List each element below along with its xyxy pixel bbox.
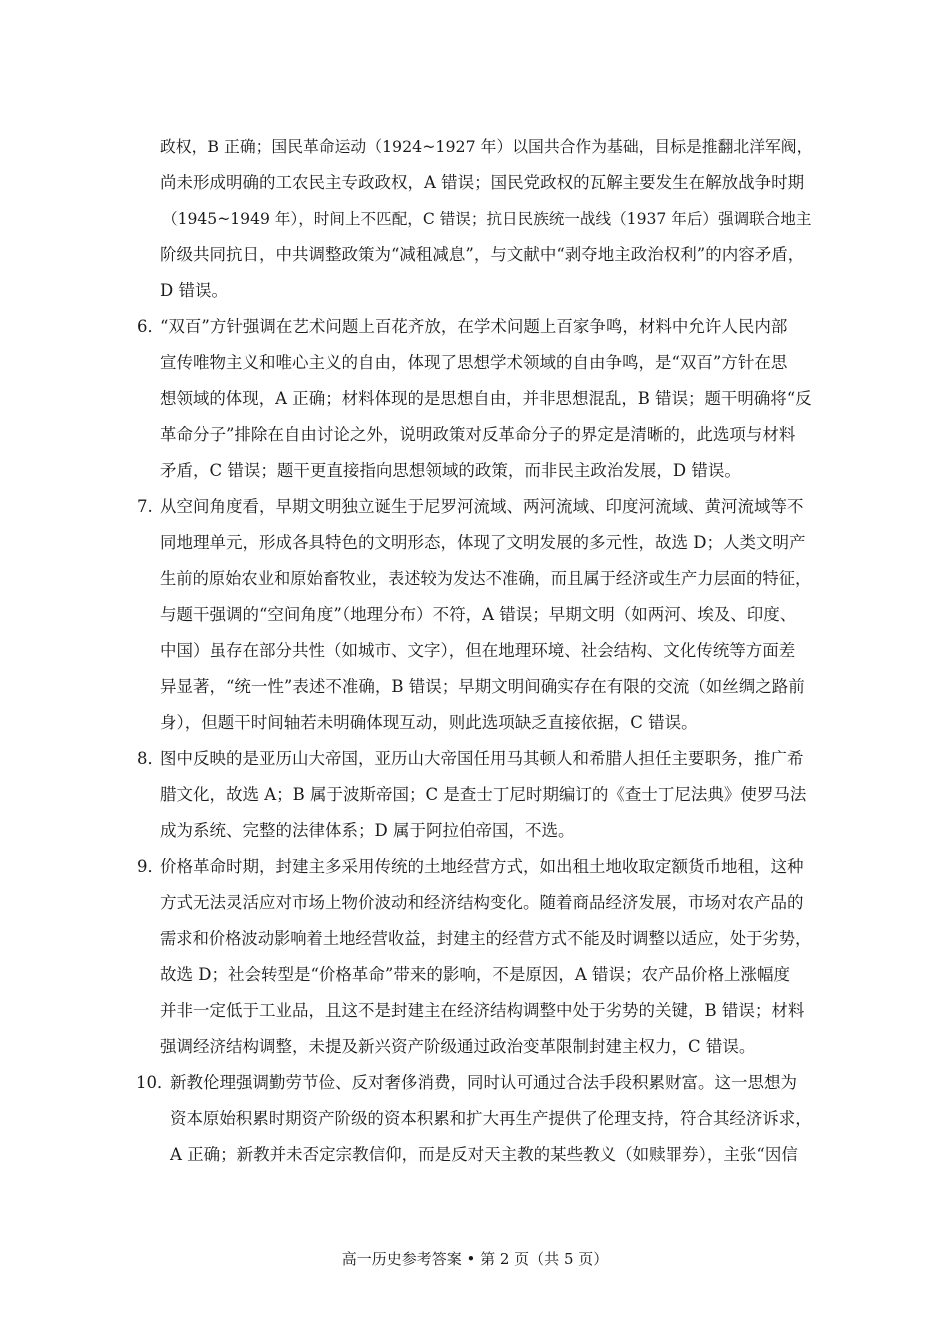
answer-9-line-5: 并非一定低于工业品，且这不是封建主在经济结构调整中处于劣势的关键，B 错误；材料 <box>160 1001 805 1020</box>
answer-9-line-6: 强调经济结构调整，未提及新兴资产阶级通过政治变革限制封建主权力，C 错误。 <box>160 1037 756 1056</box>
answer-9-line-4: 故选 D；社会转型是“价格革命”带来的影响，不是原因，A 错误；农产品价格上涨幅度 <box>160 965 791 984</box>
page-footer: 高一历史参考答案 • 第 2 页（共 5 页） <box>341 1250 609 1268</box>
answer-9-line-2: 方式无法灵活应对市场上物价波动和经济结构变化。随着商品经济发展，市场对农产品的 <box>160 893 804 912</box>
answer-8-line-2: 腊文化，故选 A；B 属于波斯帝国；C 是查士丁尼时期编订的《查士丁尼法典》使罗马法 <box>160 785 807 804</box>
answer-7-number: 7. <box>137 497 153 516</box>
answer-10-line-1: 新教伦理强调勤劳节俭、反对奢侈消费，同时认可通过合法手段积累财富。这一思想为 <box>170 1073 797 1092</box>
answer-7-line-5: 中国）虽存在部分共性（如城市、文字），但在地理环境、社会结构、文化传统等方面差 <box>160 641 796 660</box>
answer-7-line-7: 身），但题干时间轴若未明确体现互动，则此选项缺乏直接依据，C 错误。 <box>160 713 698 732</box>
answer-5-line-1: 政权，B 正确；国民革命运动（1924~1927 年）以国共合作为基础，目标是推翻北洋军阀， <box>160 137 813 156</box>
answer-7-line-2: 同地理单元，形成各具特色的文明形态，体现了文明发展的多元性，故选 D；人类文明产 <box>160 533 806 552</box>
answer-6-number: 6． <box>137 317 164 336</box>
answer-10-line-3: A 正确；新教并未否定宗教信仰，而是反对天主教的某些教义（如赎罪券），主张“因信 <box>170 1145 798 1164</box>
answer-5-line-4: 阶级共同抗日，中共调整政策为“减租减息”，与文献中“剥夺地主政治权利”的内容矛盾， <box>160 245 805 264</box>
answer-8-number: 8． <box>137 749 164 768</box>
answer-6-line-3: 想领域的体现，A 正确；材料体现的是思想自由，并非思想混乱，B 错误；题干明确将“反 <box>160 389 812 408</box>
answer-6-line-1: “双百”方针强调在艺术问题上百花齐放，在学术问题上百家争鸣，材料中允许人民内部 <box>160 317 788 336</box>
answer-5-line-5: D 错误。 <box>160 281 228 300</box>
answer-8-line-3: 成为系统、完整的法律体系；D 属于阿拉伯帝国，不选。 <box>160 821 575 840</box>
answer-6-line-5: 矛盾，C 错误；题干更直接指向思想领域的政策，而非民主政治发展，D 错误。 <box>160 461 741 480</box>
answer-10-line-2: 资本原始积累时期资产阶级的资本积累和扩大再生产提供了伦理支持，符合其经济诉求， <box>170 1109 812 1128</box>
answer-5-line-3: （1945~1949 年），时间上不匹配，C 错误；抗日民族统一战线（1937 年后）强调联合地主 <box>162 210 812 228</box>
answer-6-line-4: 革命分子”排除在自由讨论之外，说明政策对反革命分子的界定是清晰的，此选项与材料 <box>160 425 796 444</box>
answer-6-line-2: 宣传唯物主义和唯心主义的自由，体现了思想学术领域的自由争鸣，是“双百”方针在思 <box>160 353 788 372</box>
answer-7-line-6: 异显著，“统一性”表述不准确，B 错误；早期文明间确实存在有限的交流（如丝绸之路前 <box>160 677 805 696</box>
answer-9-line-1: 价格革命时期，封建主多采用传统的土地经营方式，如出租土地收取定额货币地租，这种 <box>160 857 804 876</box>
answer-7-line-4: 与题干强调的“空间角度”（地理分布）不符，A 错误；早期文明（如两河、埃及、印度、 <box>160 605 797 624</box>
answer-8-line-1: 图中反映的是亚历山大帝国，亚历山大帝国任用马其顿人和希腊人担任主要职务，推广希 <box>160 749 804 768</box>
answer-5-line-2: 尚未形成明确的工农民主专政政权，A 错误；国民党政权的瓦解主要发生在解放战争时期 <box>160 173 805 192</box>
answer-7-line-1: 从空间角度看，早期文明独立诞生于尼罗河流域、两河流域、印度河流域、黄河流域等不 <box>160 497 804 516</box>
answer-9-line-3: 需求和价格波动影响着土地经营收益，封建主的经营方式不能及时调整以适应，处于劣势， <box>160 929 812 948</box>
answer-10-number: 10． <box>136 1073 174 1092</box>
answer-7-line-3: 生前的原始农业和原始畜牧业，表述较为发达不准确，而且属于经济或生产力层面的特征， <box>160 569 812 588</box>
answer-9-number: 9． <box>137 857 164 876</box>
